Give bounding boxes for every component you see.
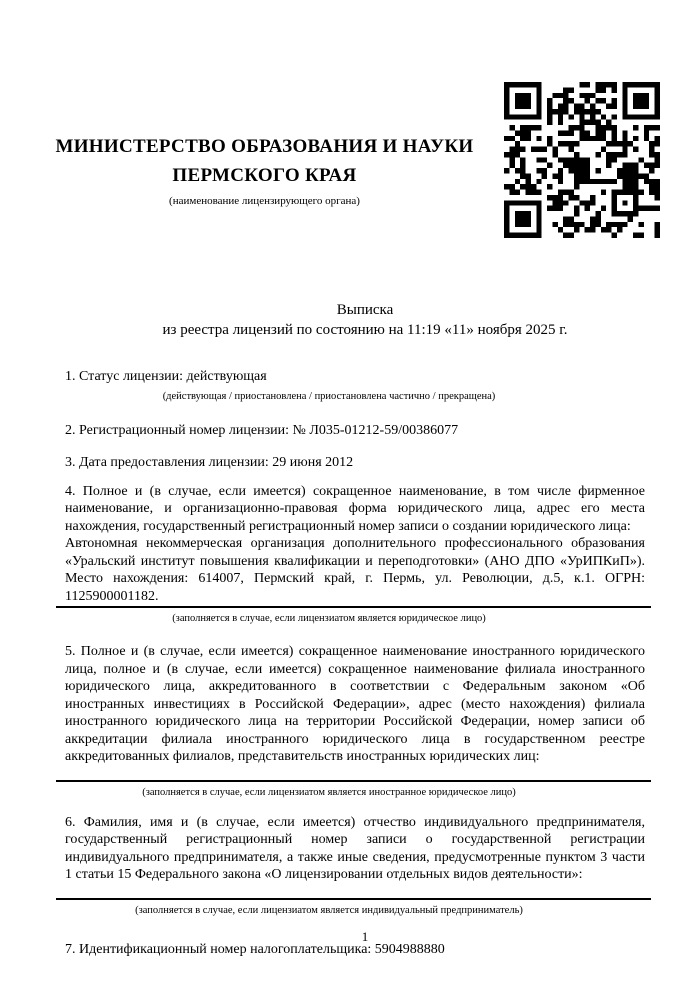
qr-code-graphic (504, 82, 660, 238)
ministry-name-line2: ПЕРМСКОГО КРАЯ (172, 165, 357, 186)
license-status-text: 1. Статус лицензии: действующая (65, 369, 267, 384)
qr-code-icon (504, 82, 660, 238)
fill-in-rule (56, 898, 651, 900)
item-registration-number (65, 422, 645, 440)
item-license-status (65, 368, 645, 403)
legal-entity-label: 4. Полное и (в случае, если имеется) сокращенное наименование, в том числе фирменное наименование, и организационно-правовая форма юридического лица, адрес его места нахождения, государственный регистрационный номер записи о создании юридического лица: (65, 483, 645, 534)
foreign-entity-note: (заполняется в случае, если лицензиатом является иностранное юридическое лицо) (142, 786, 516, 798)
item-individual-entrepreneur (65, 814, 645, 917)
title-line2: из реестра лицензий по состоянию на 11:19 «11» ноября 2025 г. (162, 322, 568, 338)
item-license-date (65, 454, 645, 472)
licensing-authority-caption: (наименование лицензирующего органа) (169, 195, 360, 207)
document-title (0, 300, 700, 340)
legal-entity-value: Автономная некоммерческая организация дополнительного профессионального образования «Уральский институт повышения квалификации и переподготовки» (АНО ДПО «УрИПКиП»). Место нахождения: 614007, Пермский край, г. Пермь, ул. Революции, д.5, к.1. ОГРН: 1125900001182. (65, 536, 645, 604)
individual-entrepreneur-label: 6. Фамилия, имя и (в случае, если имеется) отчество индивидуального предпринимателя, государственный регистрационный номер записи о государственной регистрации индивидуального предпринимателя, а также иные сведения, предусмотренные пунктом 3 части 1 статьи 15 Федерального закона «О лицензировании отдельных видов деятельности»: (65, 814, 645, 882)
item-legal-entity (65, 483, 645, 626)
title-line1: Выписка (336, 302, 394, 318)
foreign-entity-label: 5. Полное и (в случае, если имеется) сокращенное наименование иностранного юридического лица, полное и (в случае, если имеется) сокращенное наименование филиала иностранного юридического лица, аккредитованного в соответствии с Федеральным законом «Об иностранных инвестициях в Российской Федерации», адрес (место нахождения) филиала иностранного юридического лица на территории Российской Федерации, номер записи об аккредитации филиала иностранного юридического лица в государственном реестре аккредитованных филиалов, представительств иностранных юридических лиц: (65, 644, 645, 764)
taxpayer-number-text: 7. Идентификационный номер налогоплательщика: 5904988880 (65, 941, 445, 957)
fill-in-rule (56, 780, 651, 782)
page-number: 1 (361, 929, 369, 944)
legal-entity-note: (заполняется в случае, если лицензиатом является юридическое лицо) (172, 613, 486, 624)
fill-in-rule (56, 606, 651, 608)
document-body (0, 368, 700, 958)
licensing-authority-block (35, 82, 504, 208)
ministry-name-line1: МИНИСТЕРСТВО ОБРАЗОВАНИЯ И НАУКИ (55, 136, 474, 157)
document-header (0, 0, 700, 238)
license-date-text: 3. Дата предоставления лицензии: 29 июня 2012 (65, 455, 354, 470)
individual-entrepreneur-note: (заполняется в случае, если лицензиатом является индивидуальный предприниматель) (135, 904, 523, 916)
license-status-options-note: (действующая / приостановлена / приостановлена частично / прекращена) (162, 390, 496, 402)
item-foreign-entity (65, 643, 645, 799)
registration-number-text: 2. Регистрационный номер лицензии: № Л035-01212-59/00386077 (65, 422, 459, 438)
